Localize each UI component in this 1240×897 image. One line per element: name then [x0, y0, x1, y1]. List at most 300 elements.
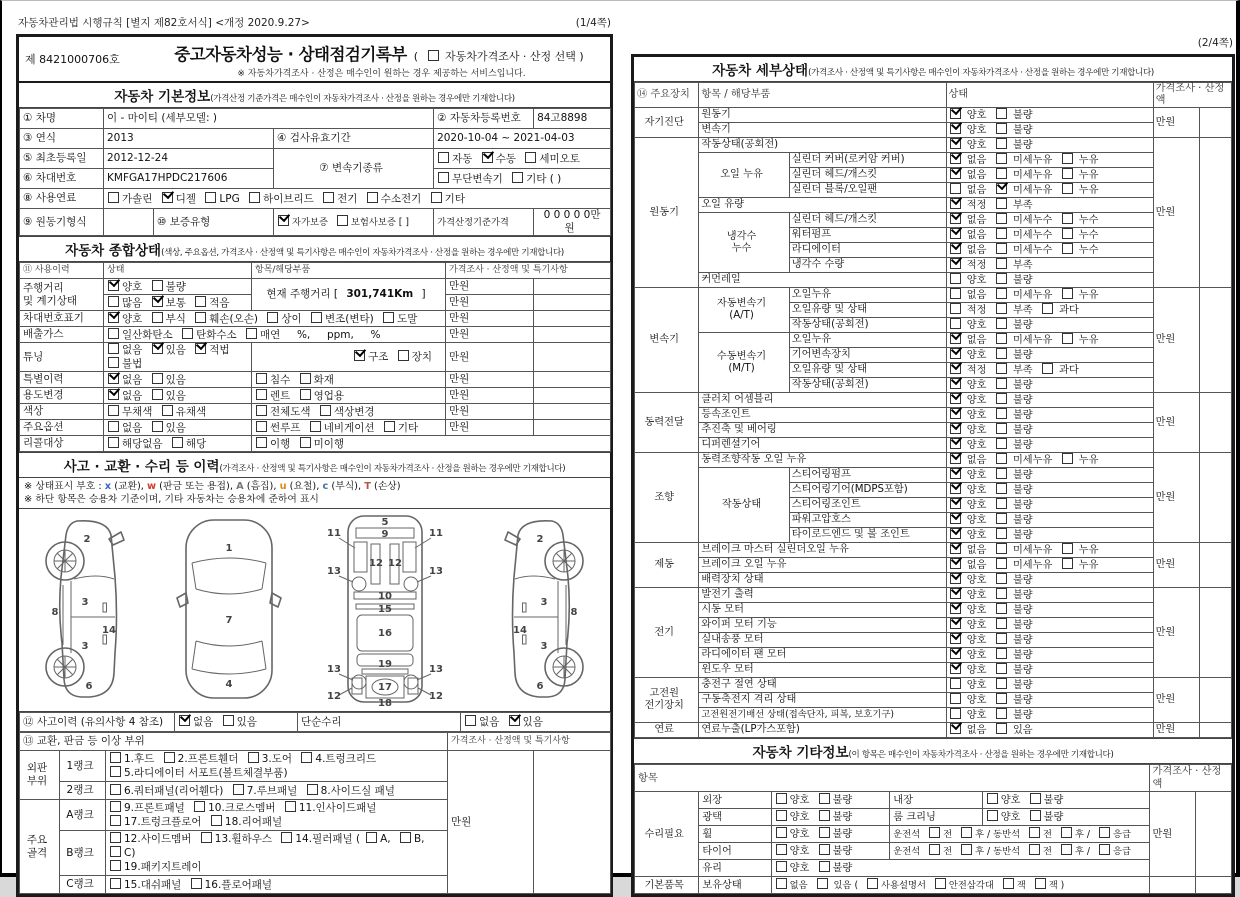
checkbox[interactable]	[152, 312, 163, 323]
checkbox[interactable]	[162, 405, 173, 416]
label: 만원	[449, 312, 470, 324]
checkbox[interactable]	[1062, 213, 1073, 224]
checkbox[interactable]	[1062, 453, 1073, 464]
checkbox-checked[interactable]	[950, 198, 961, 209]
checkbox[interactable]	[1042, 303, 1053, 314]
checkbox[interactable]	[108, 357, 119, 368]
label: 도말	[397, 312, 418, 325]
label: 썬루프	[270, 421, 304, 434]
label: 불량	[1043, 795, 1064, 806]
checkbox[interactable]	[323, 192, 334, 203]
checkbox-checked[interactable]	[950, 543, 961, 554]
label: 항목	[638, 772, 658, 784]
price-unit-cell	[1153, 393, 1199, 453]
checkbox[interactable]	[1035, 878, 1046, 889]
checkbox-checked[interactable]	[152, 296, 163, 307]
label: 후 /	[1074, 846, 1093, 857]
label: 실내송풍 모터	[701, 634, 764, 645]
checkbox-checked[interactable]	[950, 153, 961, 164]
checkbox[interactable]	[1061, 844, 1072, 855]
checkbox[interactable]	[152, 389, 163, 400]
checkbox-checked[interactable]	[950, 423, 961, 434]
form-cell	[699, 877, 771, 894]
checkbox[interactable]	[996, 468, 1007, 479]
checkbox[interactable]	[996, 588, 1007, 599]
form-cell	[946, 348, 1153, 363]
checkbox-checked[interactable]	[950, 663, 961, 674]
checkbox[interactable]	[961, 827, 972, 838]
checkbox[interactable]	[776, 844, 787, 855]
checkbox[interactable]	[996, 333, 1007, 344]
checkbox[interactable]	[996, 693, 1007, 704]
checkbox[interactable]	[383, 312, 394, 323]
form-cell	[104, 388, 252, 404]
form-cell	[1199, 453, 1231, 543]
label: ⑩ 보증유형	[157, 215, 211, 228]
label: 구조	[368, 351, 392, 363]
checkbox[interactable]	[996, 528, 1007, 539]
label: 사용설명서	[881, 880, 929, 891]
checkbox[interactable]	[233, 784, 244, 795]
checkbox[interactable]	[996, 243, 1007, 254]
form-cell	[1199, 723, 1231, 738]
checkbox[interactable]	[996, 708, 1007, 719]
checkbox[interactable]	[996, 618, 1007, 629]
checkbox[interactable]	[311, 312, 322, 323]
checkbox[interactable]	[110, 878, 121, 889]
checkbox[interactable]	[950, 708, 961, 719]
checkbox[interactable]	[1062, 183, 1073, 194]
checkbox[interactable]	[950, 288, 961, 299]
checkbox[interactable]	[108, 405, 119, 416]
form-cell	[946, 573, 1153, 588]
pages-wrap	[2, 1, 1236, 897]
checkbox[interactable]	[110, 784, 121, 795]
label: 기본품목	[644, 879, 684, 891]
checkbox[interactable]	[1042, 363, 1053, 374]
checkbox[interactable]	[300, 389, 311, 400]
checkbox[interactable]	[996, 108, 1007, 119]
checkbox-checked[interactable]	[950, 138, 961, 149]
checkbox-checked[interactable]	[950, 633, 961, 644]
checkbox-checked[interactable]	[950, 228, 961, 239]
form-cell	[699, 573, 946, 588]
checkbox[interactable]	[300, 437, 311, 448]
checkbox-checked[interactable]	[179, 715, 190, 726]
checkbox[interactable]	[996, 723, 1007, 734]
label: 부족	[1009, 365, 1036, 376]
checkbox[interactable]	[256, 421, 267, 432]
checkbox[interactable]	[996, 318, 1007, 329]
checkbox[interactable]	[1099, 827, 1110, 838]
checkbox[interactable]	[996, 138, 1007, 149]
checkbox[interactable]	[996, 198, 1007, 209]
checkbox[interactable]	[211, 815, 222, 826]
checkbox-checked[interactable]	[950, 573, 961, 584]
label: 없음	[963, 230, 990, 241]
checkbox[interactable]	[950, 183, 961, 194]
checkbox[interactable]	[996, 153, 1007, 164]
title-line	[153, 41, 610, 65]
checkbox[interactable]	[301, 752, 312, 763]
label: 연료	[654, 724, 674, 735]
checkbox[interactable]	[438, 152, 449, 163]
checkbox[interactable]	[950, 273, 961, 284]
checkbox[interactable]	[776, 810, 787, 821]
checkbox[interactable]	[366, 832, 377, 843]
checkbox[interactable]	[819, 810, 830, 821]
checkbox-checked[interactable]	[950, 363, 961, 374]
checkbox[interactable]	[195, 296, 206, 307]
checkbox[interactable]	[205, 192, 216, 203]
panel-number: 11	[429, 528, 444, 539]
checkbox[interactable]	[1003, 878, 1014, 889]
label: 없음	[193, 716, 217, 728]
checkbox[interactable]	[996, 228, 1007, 239]
checkbox[interactable]	[996, 393, 1007, 404]
checkbox-checked[interactable]	[950, 453, 961, 464]
checkbox[interactable]	[950, 678, 961, 689]
checkbox[interactable]	[152, 421, 163, 432]
checkbox[interactable]	[996, 123, 1007, 134]
form-cell	[946, 453, 1153, 468]
checkbox[interactable]	[246, 328, 257, 339]
checkbox[interactable]	[996, 213, 1007, 224]
checkbox-checked[interactable]	[996, 183, 1007, 194]
label: 있음	[165, 421, 186, 434]
checkbox[interactable]	[1062, 153, 1073, 164]
checkbox[interactable]	[110, 752, 121, 763]
checkbox[interactable]	[256, 405, 267, 416]
checkbox[interactable]	[996, 273, 1007, 284]
checkbox[interactable]	[108, 296, 119, 307]
form-cell	[946, 423, 1153, 438]
checkbox[interactable]	[819, 827, 830, 838]
checkbox-checked[interactable]	[108, 280, 119, 291]
checkbox[interactable]	[996, 513, 1007, 524]
checkbox[interactable]	[307, 784, 318, 795]
label: 골격	[26, 846, 48, 859]
checkbox[interactable]	[108, 421, 119, 432]
legend-symbol: x	[104, 481, 112, 492]
checkbox[interactable]	[108, 343, 119, 354]
checkbox[interactable]	[1062, 228, 1073, 239]
checkbox[interactable]	[384, 421, 395, 432]
label: 불량	[1043, 812, 1064, 823]
checkbox-checked[interactable]	[950, 603, 961, 614]
checkbox[interactable]	[1062, 333, 1073, 344]
checkbox[interactable]	[776, 878, 787, 889]
checkbox[interactable]	[996, 558, 1007, 569]
form-cell	[104, 436, 252, 452]
checkbox[interactable]	[996, 663, 1007, 674]
checkbox[interactable]	[110, 832, 121, 843]
checkbox[interactable]	[996, 678, 1007, 689]
checkbox-checked[interactable]	[950, 648, 961, 659]
checkbox[interactable]	[996, 453, 1007, 464]
checkbox[interactable]	[817, 878, 828, 889]
checkbox[interactable]	[285, 801, 296, 812]
checkbox[interactable]	[256, 373, 267, 384]
checkbox[interactable]	[776, 861, 787, 872]
checkbox[interactable]	[819, 861, 830, 872]
checkbox[interactable]	[1030, 810, 1041, 821]
checkbox[interactable]	[867, 878, 878, 889]
label: 원동기	[701, 109, 731, 120]
checkbox[interactable]	[1029, 844, 1040, 855]
inspection-period-label	[274, 129, 434, 149]
checkbox[interactable]	[996, 288, 1007, 299]
label: 미세누수	[1009, 245, 1056, 256]
page1-box	[16, 34, 613, 897]
checkbox-checked[interactable]	[482, 152, 493, 163]
price-unit-cell	[446, 327, 534, 343]
checkbox-checked[interactable]	[108, 312, 119, 323]
checkbox[interactable]	[310, 421, 321, 432]
checkbox[interactable]	[987, 793, 998, 804]
label: 19.패키지트레이	[124, 861, 202, 873]
checkbox[interactable]	[996, 348, 1007, 359]
checkbox[interactable]	[300, 373, 311, 384]
checkbox[interactable]	[776, 793, 787, 804]
checkbox-checked[interactable]	[950, 438, 961, 449]
checkbox-checked[interactable]	[950, 588, 961, 599]
checkbox-checked[interactable]	[950, 513, 961, 524]
checkbox[interactable]	[256, 389, 267, 400]
checkbox[interactable]	[108, 437, 119, 448]
checkbox[interactable]	[223, 715, 234, 726]
form-cell	[946, 498, 1153, 513]
form-cell	[789, 348, 946, 363]
checkbox[interactable]	[465, 715, 476, 726]
checkbox[interactable]	[996, 303, 1007, 314]
label: 과다	[1055, 305, 1079, 316]
label: 부족	[1009, 260, 1033, 271]
checkbox[interactable]	[110, 766, 121, 777]
checkbox[interactable]	[110, 860, 121, 871]
label: 기타	[397, 421, 419, 434]
checkbox-checked[interactable]	[950, 558, 961, 569]
label: 보통	[165, 296, 190, 309]
checkbox-checked[interactable]	[950, 408, 961, 419]
detail-state-table	[634, 82, 1232, 738]
checkbox-checked[interactable]	[950, 333, 961, 344]
checkbox[interactable]	[996, 573, 1007, 584]
legend-symbol: A	[236, 481, 244, 492]
checkbox-checked[interactable]	[950, 378, 961, 389]
checkbox[interactable]	[996, 603, 1007, 614]
checkbox[interactable]	[194, 801, 205, 812]
label: 양호	[789, 795, 813, 806]
main-frame-group	[20, 800, 60, 894]
checkbox-checked[interactable]	[152, 343, 163, 354]
checkbox-checked[interactable]	[950, 618, 961, 629]
label: 오일누유	[791, 334, 832, 345]
checkbox-checked[interactable]	[278, 215, 289, 226]
checkbox[interactable]	[108, 328, 119, 339]
label: 부족	[1009, 200, 1033, 211]
checkbox[interactable]	[256, 437, 267, 448]
label: 불량	[832, 846, 853, 857]
checkbox[interactable]	[110, 801, 121, 812]
steering-group	[635, 453, 699, 543]
form-cell	[946, 393, 1153, 408]
form-cell	[699, 826, 771, 843]
checkbox[interactable]	[996, 438, 1007, 449]
checkbox[interactable]	[996, 168, 1007, 179]
label: 전체도색	[270, 405, 314, 418]
checkbox[interactable]	[152, 373, 163, 384]
checkbox-checked[interactable]	[950, 108, 961, 119]
form-cell	[699, 453, 946, 468]
checkbox[interactable]	[996, 498, 1007, 509]
label: 항목 / 해당부품	[701, 89, 771, 100]
checkbox[interactable]	[819, 793, 830, 804]
checkbox[interactable]	[164, 752, 175, 763]
checkbox[interactable]	[320, 405, 331, 416]
label: 2.프론트휀더	[177, 753, 242, 765]
checkbox-checked[interactable]	[950, 468, 961, 479]
checkbox[interactable]	[776, 827, 787, 838]
checkbox-checked[interactable]	[108, 373, 119, 384]
checkbox[interactable]	[512, 172, 523, 183]
checkbox[interactable]	[996, 258, 1007, 269]
checkbox-checked[interactable]	[162, 192, 173, 203]
checkbox[interactable]	[110, 815, 121, 826]
checkbox[interactable]	[1099, 844, 1110, 855]
checkbox[interactable]	[248, 752, 259, 763]
checkbox[interactable]	[996, 408, 1007, 419]
checkbox[interactable]	[996, 483, 1007, 494]
checkbox[interactable]	[996, 378, 1007, 389]
high-voltage-group	[635, 678, 699, 723]
checkbox[interactable]	[929, 844, 940, 855]
checkbox[interactable]	[267, 312, 278, 323]
label: A,	[380, 833, 394, 845]
checkbox[interactable]	[152, 280, 163, 291]
form-cell	[104, 209, 154, 236]
checkbox[interactable]	[438, 172, 449, 183]
checkbox[interactable]	[400, 832, 411, 843]
form-cell	[1199, 138, 1231, 288]
label: 없음	[963, 455, 990, 466]
checkbox-checked[interactable]	[950, 528, 961, 539]
label: 해당없음	[122, 437, 166, 450]
title-main	[153, 37, 610, 81]
form-cell	[946, 258, 1153, 273]
checkbox-checked[interactable]	[950, 168, 961, 179]
form-cell	[789, 378, 946, 393]
checkbox[interactable]	[929, 827, 940, 838]
label: 적법	[209, 344, 230, 356]
form-cell	[946, 303, 1153, 318]
form-cell	[106, 876, 448, 894]
checkbox[interactable]	[950, 303, 961, 314]
checkbox[interactable]	[191, 878, 202, 889]
checkbox-checked[interactable]	[950, 498, 961, 509]
checkbox[interactable]	[961, 844, 972, 855]
title-note: ※ 자동차가격조사 · 산정은 매수인이 원하는 경우 제공하는 서비스입니다.	[237, 69, 526, 79]
checkbox-checked[interactable]	[195, 343, 206, 354]
checkbox-checked[interactable]	[950, 723, 961, 734]
form-cell	[771, 792, 890, 809]
checkbox-checked[interactable]	[950, 123, 961, 134]
checkbox[interactable]	[996, 363, 1007, 374]
label: 작동상태(공회전)	[701, 139, 779, 150]
checkbox[interactable]	[950, 318, 961, 329]
label: 만원	[449, 350, 470, 363]
checkbox-checked[interactable]	[950, 243, 961, 254]
checkbox[interactable]	[367, 192, 378, 203]
checkbox-checked[interactable]	[509, 715, 520, 726]
panel-number: 3	[540, 597, 548, 608]
checkbox[interactable]	[1030, 793, 1041, 804]
checkbox[interactable]	[108, 192, 119, 203]
checkbox[interactable]	[950, 693, 961, 704]
form-cell	[699, 108, 946, 123]
label: 주행거리	[23, 281, 64, 294]
label: 불량	[1009, 410, 1033, 421]
checkbox[interactable]	[182, 328, 193, 339]
checkbox-checked[interactable]	[950, 483, 961, 494]
checkbox-checked[interactable]	[108, 389, 119, 400]
checkbox-checked[interactable]	[950, 393, 961, 404]
checkbox-checked[interactable]	[950, 213, 961, 224]
label: 양호	[963, 395, 990, 406]
checkbox[interactable]	[337, 215, 348, 226]
checkbox[interactable]	[1062, 543, 1073, 554]
label: 누유	[1075, 170, 1099, 181]
label: 불량	[1009, 650, 1033, 661]
checkbox[interactable]	[987, 810, 998, 821]
checkbox[interactable]	[1061, 827, 1072, 838]
label: 양호	[963, 125, 990, 136]
checkbox[interactable]	[996, 423, 1007, 434]
checkbox[interactable]	[525, 152, 536, 163]
form-cell	[1195, 792, 1231, 877]
label: 양호	[963, 425, 990, 436]
checkbox[interactable]	[996, 633, 1007, 644]
checkbox[interactable]	[195, 312, 206, 323]
checkbox[interactable]	[172, 437, 183, 448]
checkbox[interactable]	[819, 844, 830, 855]
checkbox[interactable]	[996, 648, 1007, 659]
checkbox[interactable]	[1062, 558, 1073, 569]
checkbox[interactable]	[1062, 288, 1073, 299]
form-cell	[771, 809, 890, 826]
checkbox[interactable]	[1062, 243, 1073, 254]
checkbox[interactable]	[110, 846, 121, 857]
label: ④ 검사유효기간	[277, 132, 351, 144]
legend-label: (흠집),	[243, 481, 280, 492]
checkbox-checked[interactable]	[950, 258, 961, 269]
label: 전	[1043, 846, 1055, 857]
checkbox[interactable]	[996, 543, 1007, 554]
panel-number: 11	[327, 528, 342, 539]
checkbox[interactable]	[249, 192, 260, 203]
checkbox[interactable]	[1062, 168, 1073, 179]
checkbox[interactable]	[201, 832, 212, 843]
checkbox-checked[interactable]	[354, 350, 365, 361]
checkbox[interactable]	[1029, 827, 1040, 838]
checkbox[interactable]	[428, 50, 439, 61]
checkbox[interactable]	[281, 832, 292, 843]
label: 탄화수소	[196, 328, 240, 341]
checkbox[interactable]	[935, 878, 946, 889]
checkbox-checked[interactable]	[950, 348, 961, 359]
checkbox[interactable]	[398, 350, 409, 361]
checkbox[interactable]	[431, 192, 442, 203]
